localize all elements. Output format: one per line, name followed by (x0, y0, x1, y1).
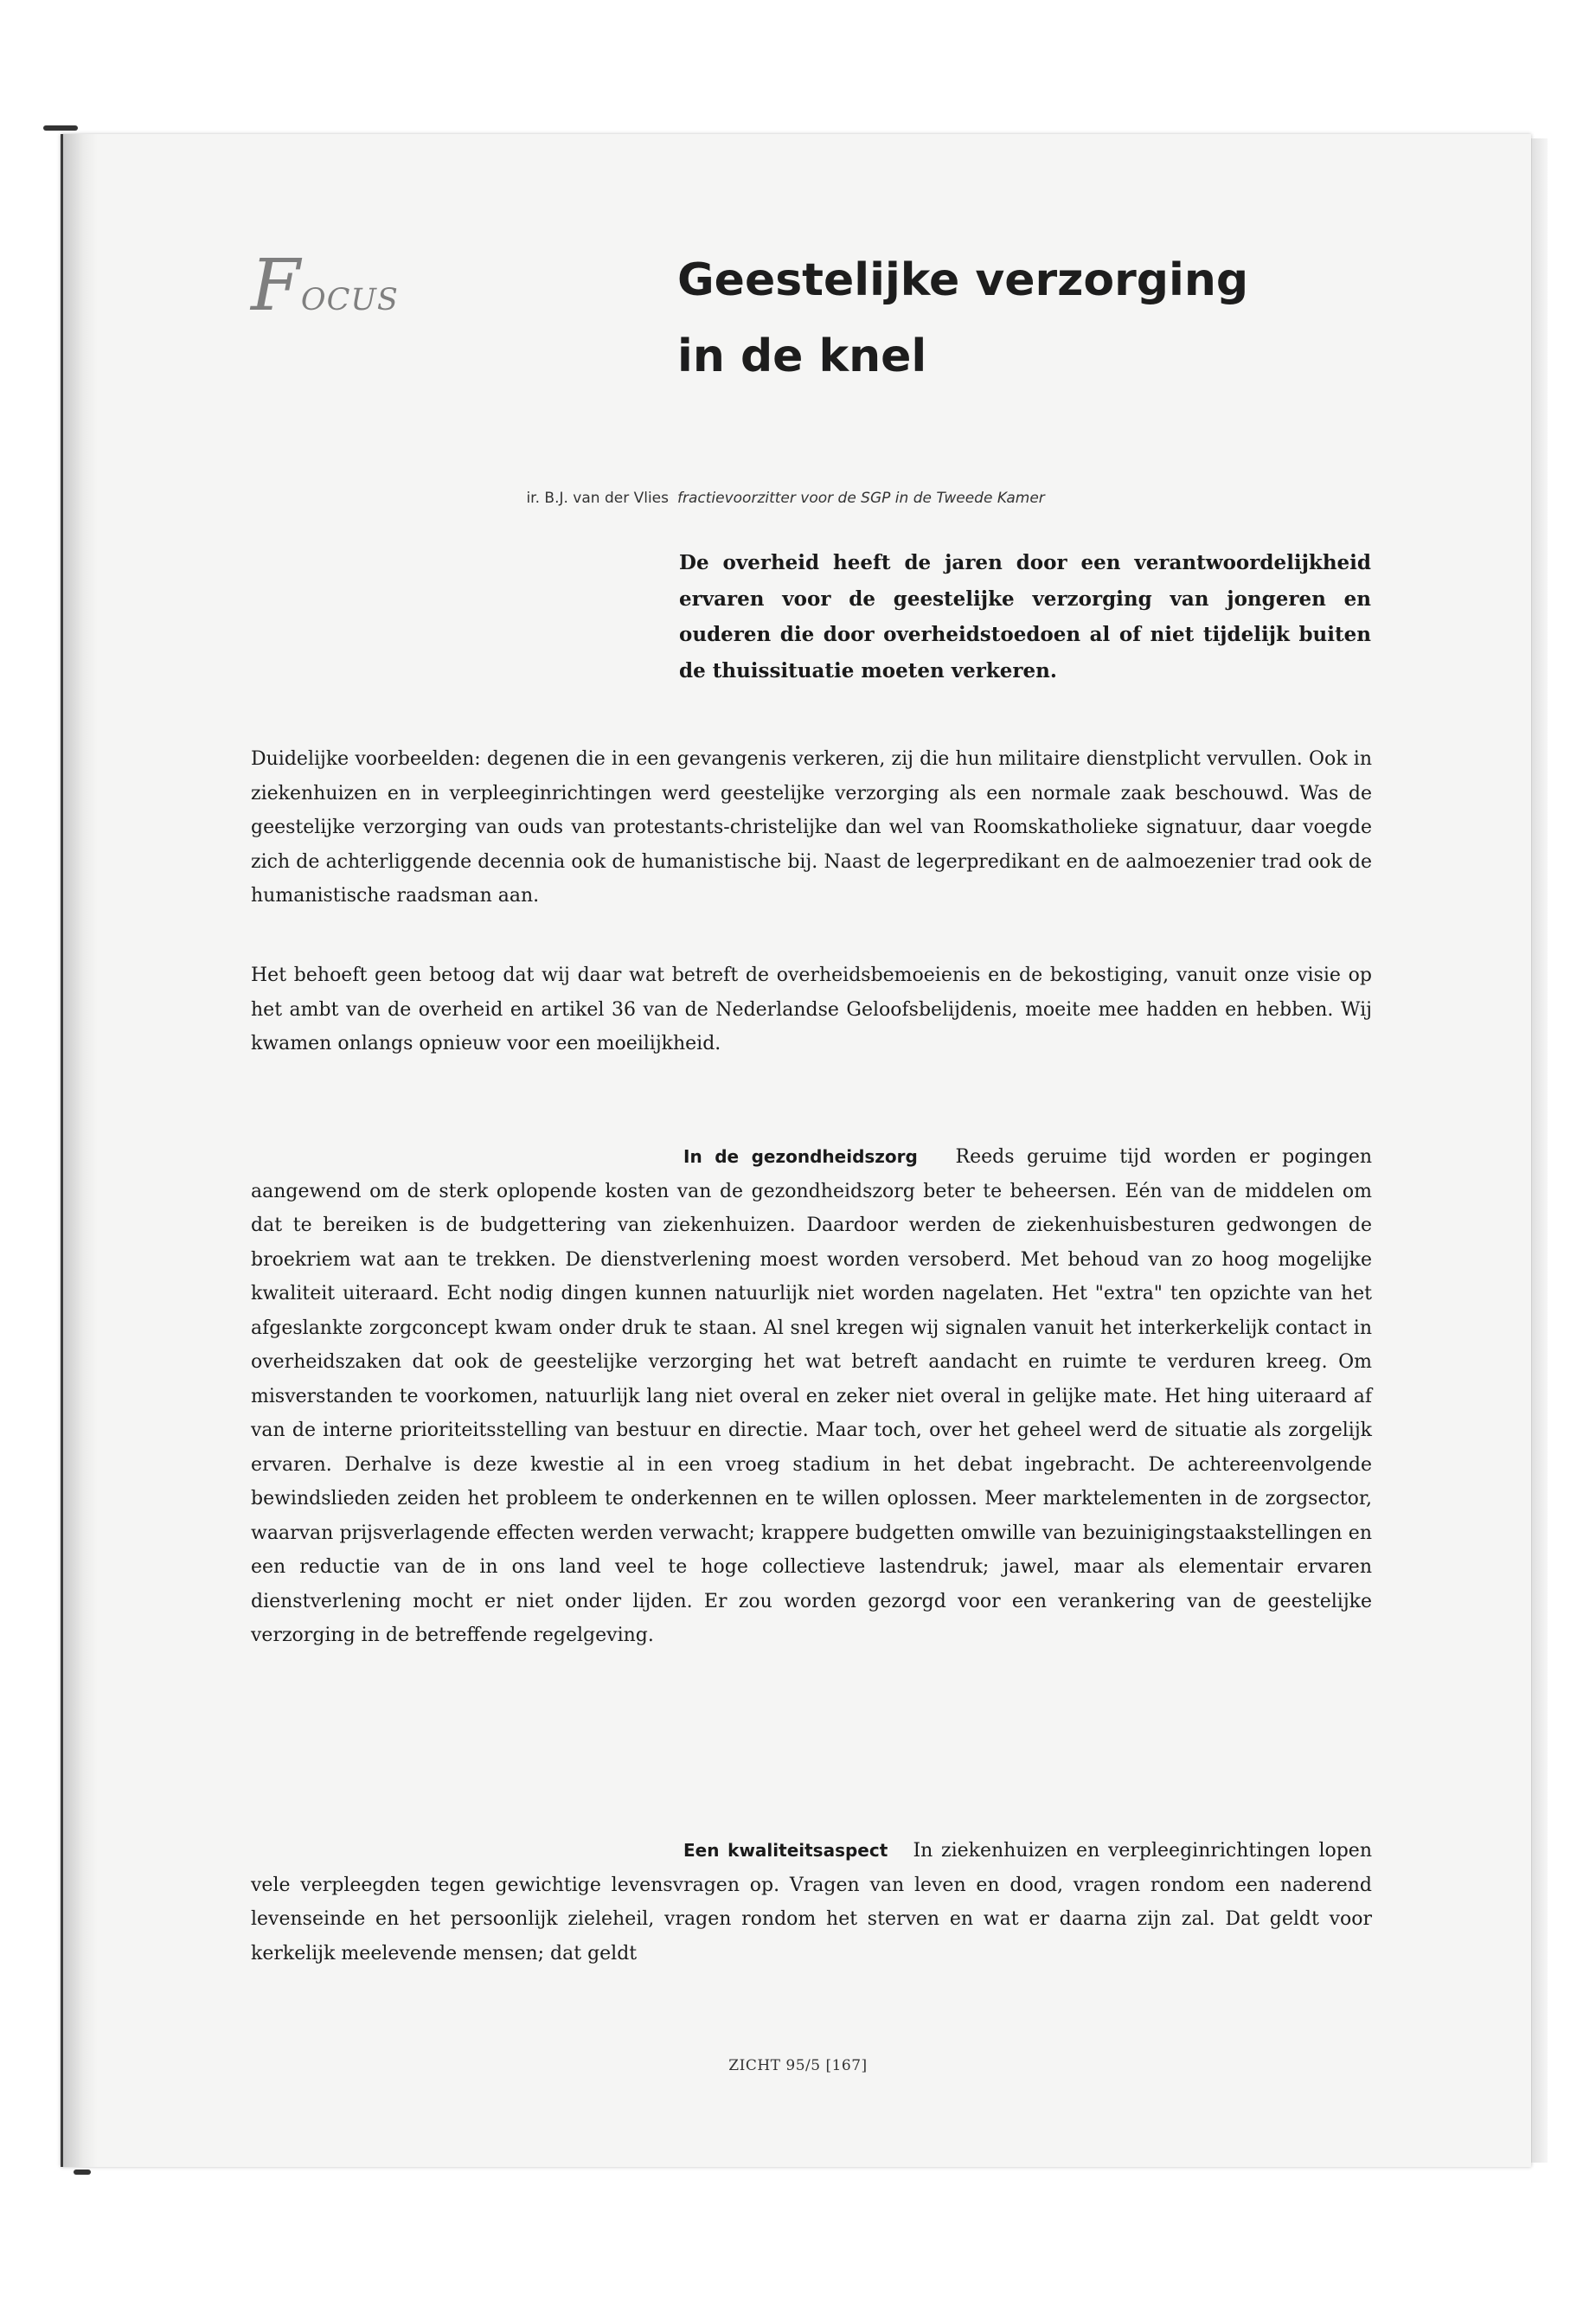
lead-paragraph: De overheid heeft de jaren door een verantwoordelijkheid ervaren voor de geestelijke verzorging van jongeren en ouderen die door overheidstoedoen al of niet tijdelijk buiten de thuissituatie moeten verkeren. (679, 551, 1371, 683)
page-edge (1531, 138, 1548, 2163)
page-footer: ZICHT 95/5 [167] (728, 2057, 868, 2074)
body-paragraph-3-text: Reeds geruime tijd worden er pogingen aangewend om de sterk oplopende kosten van de gezondheidszorg beter te beheersen. Eén van de middelen om dat te bereiken is de budgettering van ziekenhuizen. Daardoor werden de ziekenhuisbesturen gedwongen de broekriem wat aan te trekken. De dienstverlening moest worden versoberd. Met behoud van zo hoog mogelijke kwaliteit uiteraard. Echt nodig dingen kunnen natuurlijk niet worden nagelaten. Het "extra" ten opzichte van het afgeslankte zorgconcept kwam onder druk te staan. Al snel kregen wij signalen vanuit het interkerkelijk contact in overheidszaken dat ook de geestelijke verzorging het wat betreft aandacht en ruimte te verduren kreeg. Om misverstanden te voorkomen, natuurlijk lang niet overal en zeker niet overal in gelijke mate. Het hing uiteraard af van de interne prioriteitsstelling van bestuur en directie. Maar toch, over het geheel werd de situatie als zorgelijk ervaren. Derhalve is deze kwestie al in een vroeg stadium in het debat ingebracht. De achtereenvolgende bewindslieden zeiden het probleem te onderkennen en te willen oplossen. Meer marktelementen in de zorgsector, waarvan prijsverlagende effecten werden verwacht; krappere budgetten omwille van bezuinigingstaakstellingen en een reductie van de in ons land veel te hoge collectieve lastendruk; jawel, maar als elementair ervaren dienstverlening mocht er niet onder lijden. Er zou worden gezorgd voor een verankering van de geestelijke verzorging in de betreffende regelgeving. (251, 1146, 1373, 1646)
subheading-kwaliteitsaspect: Een kwaliteitsaspect (683, 1840, 888, 1861)
article-title-line1: Geestelijke verzorging (677, 254, 1249, 306)
binder-clip-bottom (74, 2170, 91, 2175)
section-label (251, 245, 399, 327)
body-paragraph-4 (251, 1834, 1372, 1971)
body-paragraph-1: Duidelijke voorbeelden: degenen die in een gevangenis verkeren, zij die hun militaire dienstplicht vervullen. Ook in ziekenhuizen en in verpleeginrichtingen werd geestelijke verzorging als een normale zaak beschouwd. Was de geestelijke verzorging van ouds van protestants-christelijke dan wel van Roomskatholieke signatuur, daar voegde zich de achterliggende decennia ook de humanistische bij. Naast de legerpredikant en de aalmoezenier trad ook de humanistische raadsman aan. (251, 748, 1372, 907)
article-title (677, 242, 1248, 394)
subheading-gezondheidszorg: In de gezondheidszorg (683, 1146, 918, 1167)
author-name: ir. B.J. van der Vlies (526, 490, 669, 507)
body-paragraph-3 (251, 1140, 1372, 1653)
body-paragraph-2: Het behoeft geen betoog dat wij daar wat betreft de overheidsbemoeienis en de bekostiging, vanuit onze visie op het ambt van de overheid en artikel 36 van de Nederlandse Geloofsbelijdenis, moeite mee hadden en hebben. Wij kwamen onlangs opnieuw voor een moeilijkheid. (251, 965, 1372, 1054)
body-paragraph-4-text: In ziekenhuizen en verpleeginrichtingen lopen vele verpleegden tegen gewichtige levensvragen op. Vragen van leven en dood, vragen rondom een naderend levenseinde en het persoonlijk zieleheil, vragen rondom het sterven en wat er daarna zijn zal. Dat geldt voor kerkelijk meelevende mensen; dat geldt (251, 1840, 1372, 1965)
section-label-initial: F (251, 245, 301, 327)
author-role: fractievoorzitter voor de SGP in de Tweede Kamer (677, 490, 1045, 507)
binder-clip (43, 125, 78, 131)
section-label-rest: ocus (300, 270, 399, 320)
page-spine (61, 134, 98, 2167)
article-title-line2: in de knel (677, 330, 927, 382)
